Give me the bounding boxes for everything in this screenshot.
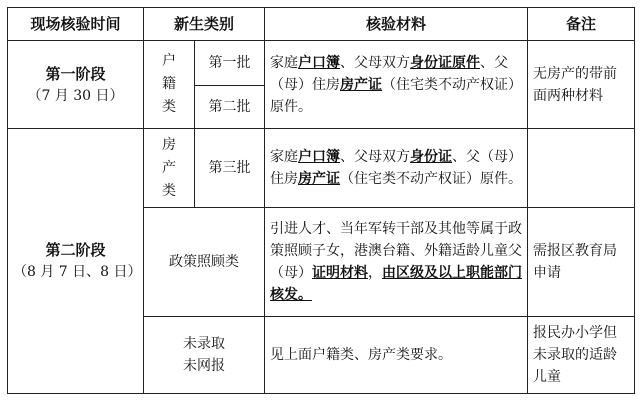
batch3-label: 第三批 [195, 129, 265, 208]
materials-highlight: 房产证 [298, 171, 341, 187]
unadmitted-label [144, 317, 265, 394]
verification-table [7, 7, 635, 394]
materials-highlight: 身份证 [410, 149, 453, 165]
unadmitted-label-2: 未网报 [183, 358, 225, 374]
header-notes: 备注 [528, 8, 635, 41]
stage1-title: 第一阶段 [45, 64, 106, 83]
stage2-title: 第二阶段 [45, 241, 106, 259]
materials-highlight: 身份证原件 [410, 54, 481, 71]
policy-materials [265, 208, 528, 317]
materials-text: 、父母双方 [340, 149, 411, 165]
header-materials: 核验材料 [265, 8, 528, 41]
materials-text: 、父母双方 [340, 54, 411, 71]
category-property-char: 产 [162, 159, 176, 176]
category-property-char: 类 [162, 182, 176, 199]
policy-highlight: 证明材料 [312, 265, 369, 281]
stage1-cell [8, 41, 144, 129]
materials-highlight: 户口簿 [298, 54, 341, 71]
category-property [144, 129, 195, 208]
materials-text: 家庭 [270, 149, 299, 165]
category-household [144, 41, 195, 129]
materials-text: （住宅类不动产权证）原件。 [270, 76, 523, 115]
stage2-materials [265, 129, 528, 208]
header-time: 现场核验时间 [8, 8, 144, 41]
stage2-date: （8 月 7 日、8 日） [13, 264, 142, 280]
batch2-label: 第二批 [195, 86, 265, 129]
category-property-char: 房 [162, 136, 176, 153]
policy-label: 政策照顾类 [144, 208, 265, 317]
policy-text: 引进人才、当年军转干部及其他等属于政策照顾子女，港澳台籍、外籍适龄儿童父（母） [270, 221, 523, 281]
materials-highlight: 户口簿 [298, 149, 341, 165]
batch1-label: 第一批 [195, 41, 265, 86]
unadmitted-label-1: 未录取 [183, 336, 225, 352]
stage1-date: （7 月 30 日） [27, 87, 124, 104]
unadmitted-materials: 见上面户籍类、房产类要求。 [265, 317, 528, 394]
row-stage1-batch1 [8, 41, 635, 86]
stage2-batch3-note [528, 129, 635, 208]
materials-text: 、父（母）住房 [270, 149, 523, 187]
category-household-char: 类 [162, 99, 176, 115]
stage1-materials [265, 41, 528, 129]
row-stage2-batch3 [8, 129, 635, 208]
materials-text: 家庭 [270, 54, 299, 71]
stage2-cell [8, 129, 144, 394]
header-category: 新生类别 [144, 8, 265, 41]
header-row [8, 8, 635, 41]
unadmitted-note: 报民办小学但未录取的适龄儿童 [528, 317, 635, 394]
category-household-char: 籍 [162, 76, 176, 92]
materials-text: （住宅类不动产权证）原件。 [340, 171, 523, 187]
stage1-note: 无房产的带前面两种材料 [528, 41, 635, 129]
materials-text: 、父（母）住房 [270, 54, 509, 93]
policy-sep: ， [368, 265, 383, 281]
materials-highlight: 房产证 [340, 76, 383, 93]
category-household-char: 户 [162, 53, 176, 69]
policy-issuer: 由区级及以上职能部门核发。 [270, 265, 523, 303]
policy-note: 需报区教育局申请 [528, 208, 635, 317]
